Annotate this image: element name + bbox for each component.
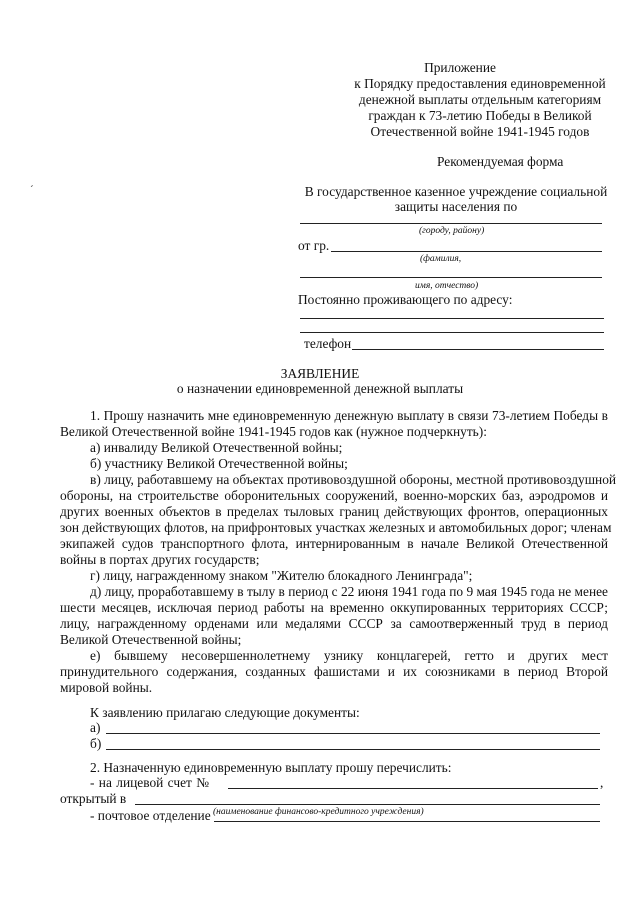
scan-speck: ˊ [30,184,34,196]
option-e-line-2[interactable]: принудительного содержания, созданных фашистами и их союзниками в период Второй [60,664,608,679]
address-label: Постоянно проживающего по адресу: [298,292,513,307]
appendix-line-2: денежной выплаты отдельным категориям [358,92,602,107]
document-b-field-line[interactable] [106,749,600,750]
account-field-line[interactable] [228,788,598,789]
appendix-title: Приложение [424,60,496,75]
section1-intro-line-1: 1. Прошу назначить мне единовременную денежную выплату в связи 73-летием Победы в [90,408,608,423]
option-d-line-2[interactable]: шести месяцев, исключая период работы на временно оккупированных территориях СССР; [60,600,608,615]
appendix-line-1: к Порядку предоставления единовременной [354,76,606,91]
account-comma: , [600,775,604,790]
option-d-line-3[interactable]: лицу, награжденному орденами или медалями СССР за самоотверженный труд в период [60,616,608,631]
recommended-form-note: Рекомендуемая форма [437,154,564,169]
option-v-line-4[interactable]: зон действующих флотов, на прифронтовых участках железных и автомобильных дорог; членам [60,520,612,535]
addressee-line-1: В государственное казенное учреждение социальной [304,184,608,199]
phone-field-line[interactable] [352,349,604,350]
post-office-label: - почтовое отделение [90,808,211,823]
option-v-line-5[interactable]: экипажей судов транспортного флота, интернированным в начале Великой Отечественной [60,536,608,551]
option-e-line-3[interactable]: мировой войны. [60,680,153,695]
city-field-line[interactable] [300,223,602,224]
name-field-line[interactable] [300,277,602,278]
option-v-line-2[interactable]: обороны, на строительстве оборонительных сооружений, военно-морских баз, аэродромов и [60,488,608,503]
option-g[interactable]: г) лицу, награжденному знаком "Жителю блокадного Ленинграда"; [90,568,473,583]
phone-label: телефон [304,336,352,351]
documents-label: К заявлению прилагаю следующие документы: [90,705,360,720]
city-caption: (городу, району) [419,226,485,236]
from-label: от гр. [298,238,330,253]
surname-caption: (фамилия, [420,254,462,264]
surname-field-line[interactable] [331,251,602,252]
addressee-line-2: защиты населения по [394,199,518,214]
document-b-label: б) [90,736,102,751]
section2-intro: 2. Назначенную единовременную выплату прошу перечислить: [90,760,452,775]
name-caption: имя, отчество) [415,281,479,291]
option-v-line-1[interactable]: в) лицу, работавшему на объектах противовоздушной обороны, местной противовоздушной [90,472,617,487]
bank-caption: (наименование финансово-кредитного учреждения) [213,807,424,817]
opened-label: открытый в [60,791,127,806]
option-d-line-4[interactable]: Великой Отечественной войны; [60,632,242,647]
document-a-field-line[interactable] [106,733,600,734]
account-label: - на лицевой счет № [90,775,209,790]
option-e-line-1[interactable]: е) бывшему несовершеннолетнему узнику концлагерей, гетто и других мест [90,648,608,663]
section1-intro-line-2: Великой Отечественной войне 1941-1945 годов как (нужное подчеркнуть): [60,424,487,439]
option-d-line-1[interactable]: д) лицу, проработавшему в тылу в период с 22 июня 1941 года по 9 мая 1945 года не менее [90,584,608,599]
option-a[interactable]: а) инвалиду Великой Отечественной войны; [90,440,343,455]
bank-field-line[interactable] [135,804,600,805]
option-b[interactable]: б) участнику Великой Отечественной войны; [90,456,348,471]
appendix-line-4: Отечественной войне 1941-1945 годов [370,124,590,139]
statement-subtitle: о назначении единовременной денежной выплаты [176,381,464,396]
option-v-line-6[interactable]: войны в портах других государств; [60,552,260,567]
address-field-line-1[interactable] [300,318,604,319]
document-a-label: а) [90,720,101,735]
appendix-line-3: граждан к 73-летию Победы в Великой [368,108,592,123]
address-field-line-2[interactable] [300,332,604,333]
statement-title: ЗАЯВЛЕНИЕ [280,366,360,381]
option-v-line-3[interactable]: других военных объектов в пределах тыловых границ действующих фронтов, операционных [60,504,608,519]
post-office-field-line[interactable] [214,821,600,822]
